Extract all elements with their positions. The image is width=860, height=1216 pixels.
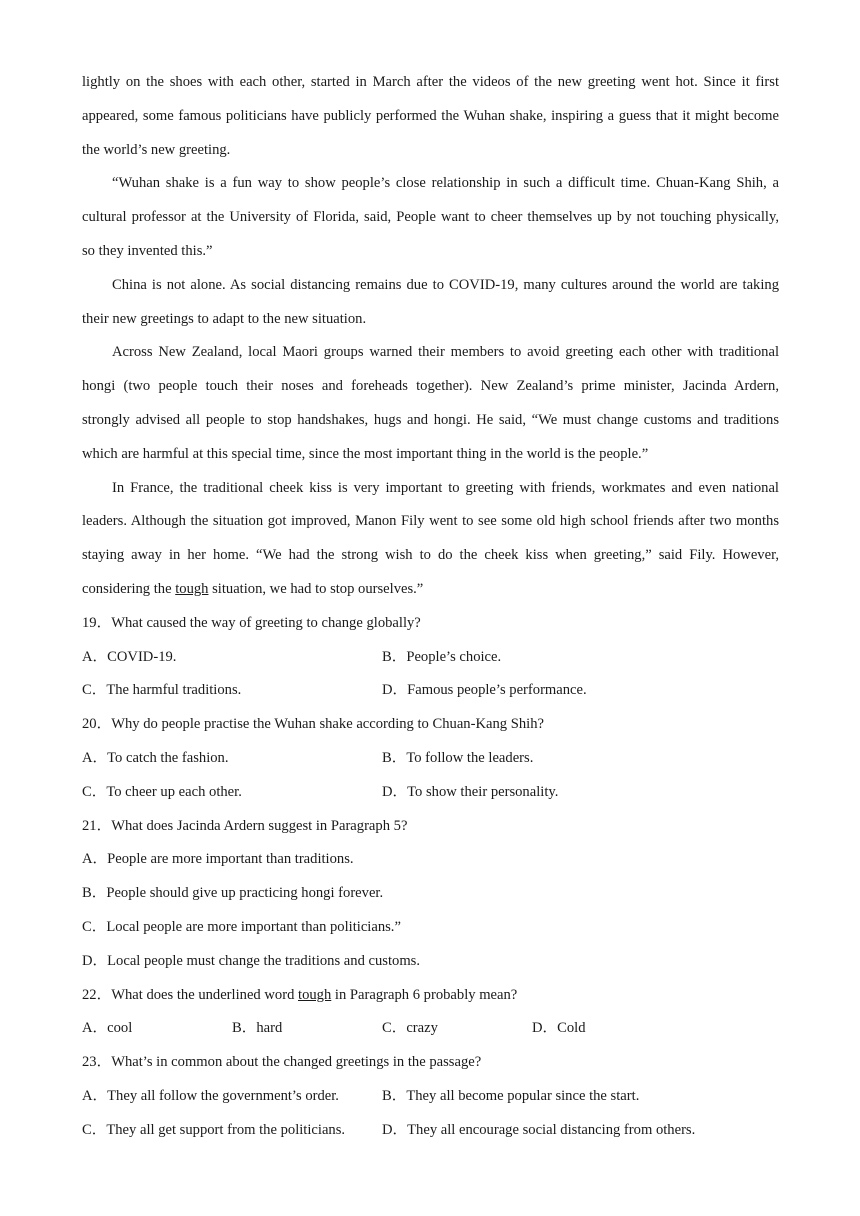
passage-line: “Wuhan shake is a fun way to show people’s close relationship in such a difficult time. Chuan-Kang Shih, a [112, 175, 779, 192]
option-d[interactable]: D．Local people must change the traditions and customs. [82, 952, 421, 969]
option-d[interactable]: D．To show their personality. [382, 783, 559, 800]
question-stem [82, 979, 779, 1013]
passage-line: Across New Zealand, local Maori groups warned their members to avoid greeting each other with traditional [112, 344, 779, 361]
option-a[interactable]: A．They all follow the government’s order. [82, 1087, 339, 1104]
option-b[interactable]: B．They all become popular since the start. [382, 1087, 640, 1104]
option-row [82, 641, 779, 675]
passage-line: leaders. Although the situation got improved, Manon Fily went to see some old high school friends after two months [82, 513, 779, 530]
exam-page [82, 66, 779, 1148]
question-stem: 23．What’s in common about the changed greetings in the passage? [82, 1054, 482, 1071]
option-a[interactable]: A．cool [82, 1020, 133, 1037]
passage-paragraph-4 [82, 336, 779, 471]
passage-text: situation, we had to stop ourselves.” [208, 580, 424, 597]
option-b[interactable]: B．hard [232, 1020, 283, 1037]
option-b[interactable]: B．To follow the leaders. [382, 749, 534, 766]
option-row [82, 776, 779, 810]
question-19 [82, 607, 779, 708]
option-row [82, 742, 779, 776]
passage-line: strongly advised all people to stop handshakes, hugs and hongi. He said, “We must change customs and traditions [82, 411, 779, 428]
passage-line [82, 573, 779, 607]
question-23 [82, 1046, 779, 1147]
option-b[interactable]: B．People should give up practicing hongi forever. [82, 885, 384, 902]
passage-line: which are harmful at this special time, since the most important thing in the world is the people.” [82, 445, 649, 462]
option-row [82, 1080, 779, 1114]
option-c[interactable]: C．To cheer up each other. [82, 783, 242, 800]
option-row [82, 674, 779, 708]
passage-line: so they invented this.” [82, 242, 213, 259]
passage-line: staying away in her home. “We had the strong wish to do the cheek kiss when greeting,” said Fily. However, [82, 547, 779, 564]
passage-line: appeared, some famous politicians have publicly performed the Wuhan shake, inspiring a guess that it might become [82, 107, 779, 124]
passage-line: China is not alone. As social distancing remains due to COVID-19, many cultures around the world are taking [112, 276, 779, 293]
option-c[interactable]: C．The harmful traditions. [82, 682, 242, 699]
option-d[interactable]: D．They all encourage social distancing from others. [382, 1121, 696, 1138]
passage-paragraph-1 [82, 66, 779, 167]
passage-line: hongi (two people touch their noses and foreheads together). New Zealand’s prime minister, Jacinda Ardern, [82, 378, 779, 395]
passage-line: cultural professor at the University of Florida, said, People want to cheer themselves up by not touching physically, [82, 209, 779, 226]
passage-paragraph-2 [82, 167, 779, 268]
question-stem: 20．Why do people practise the Wuhan shake according to Chuan-Kang Shih? [82, 716, 544, 733]
question-stem-text: in Paragraph 6 probably mean? [331, 986, 518, 1003]
question-21 [82, 810, 779, 979]
option-a[interactable]: A．People are more important than traditions. [82, 851, 354, 868]
question-22 [82, 979, 779, 1047]
option-a[interactable]: A．COVID-19. [82, 648, 177, 665]
option-c[interactable]: C．Local people are more important than politicians.” [82, 918, 401, 935]
passage-line: the world’s new greeting. [82, 141, 231, 158]
underlined-word: tough [175, 580, 209, 597]
option-c[interactable]: C．crazy [382, 1020, 438, 1037]
passage-paragraph-3 [82, 269, 779, 337]
passage-text: considering the [82, 580, 176, 597]
option-row [82, 1012, 779, 1046]
passage-line: lightly on the shoes with each other, started in March after the videos of the new greeting went hot. Since it first [82, 74, 779, 90]
option-b[interactable]: B．People’s choice. [382, 648, 502, 665]
question-stem: 19．What caused the way of greeting to change globally? [82, 614, 421, 631]
option-row [82, 1114, 779, 1148]
underlined-word: tough [298, 986, 332, 1003]
option-d[interactable]: D．Cold [532, 1020, 586, 1037]
passage-line: In France, the traditional cheek kiss is very important to greeting with friends, workmates and even national [112, 479, 779, 496]
question-stem: 21．What does Jacinda Ardern suggest in Paragraph 5? [82, 817, 408, 834]
question-stem-text: 22．What does the underlined word [82, 986, 299, 1003]
option-c[interactable]: C．They all get support from the politicians. [82, 1121, 346, 1138]
option-a[interactable]: A．To catch the fashion. [82, 749, 229, 766]
passage-paragraph-5 [82, 472, 779, 607]
passage-line: their new greetings to adapt to the new situation. [82, 310, 367, 327]
option-d[interactable]: D．Famous people’s performance. [382, 682, 587, 699]
question-20 [82, 708, 779, 809]
